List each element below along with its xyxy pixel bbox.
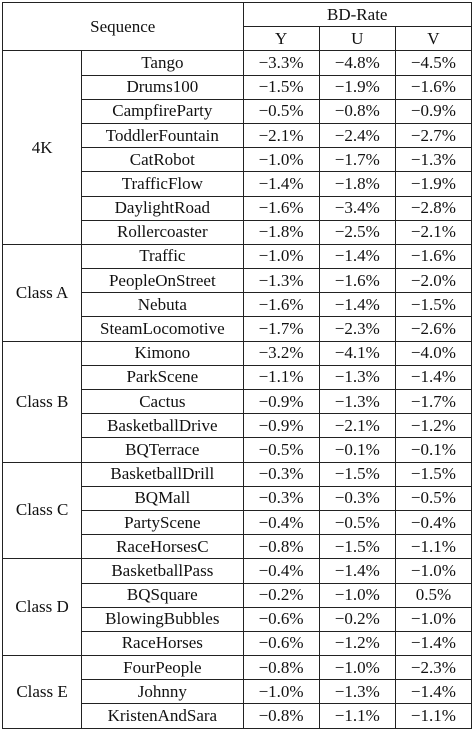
- y-value-cell: −0.4%: [243, 510, 319, 534]
- group-label: 4K: [3, 51, 82, 245]
- bd-rate-header: BD-Rate: [243, 3, 472, 27]
- v-value-cell: −4.5%: [395, 51, 471, 75]
- sequence-cell: Cactus: [82, 390, 243, 414]
- v-value-cell: −0.9%: [395, 99, 471, 123]
- y-value-cell: −0.3%: [243, 486, 319, 510]
- v-value-cell: −1.5%: [395, 293, 471, 317]
- v-value-cell: −1.9%: [395, 172, 471, 196]
- y-value-cell: −0.9%: [243, 414, 319, 438]
- u-value-cell: −1.0%: [319, 656, 395, 680]
- sequence-cell: CampfireParty: [82, 99, 243, 123]
- u-value-cell: −4.8%: [319, 51, 395, 75]
- v-value-cell: −1.0%: [395, 607, 471, 631]
- y-header: Y: [243, 27, 319, 51]
- sequence-cell: Tango: [82, 51, 243, 75]
- table-body: [3, 51, 472, 728]
- u-value-cell: −1.4%: [319, 559, 395, 583]
- table-row: [3, 244, 472, 268]
- sequence-cell: TrafficFlow: [82, 172, 243, 196]
- v-value-cell: −1.4%: [395, 680, 471, 704]
- sequence-cell: KristenAndSara: [82, 704, 243, 728]
- sequence-cell: BasketballDrill: [82, 462, 243, 486]
- v-value-cell: −4.0%: [395, 341, 471, 365]
- table-row: [3, 462, 472, 486]
- v-value-cell: 0.5%: [395, 583, 471, 607]
- y-value-cell: −2.1%: [243, 123, 319, 147]
- u-value-cell: −1.3%: [319, 365, 395, 389]
- group-label: Class E: [3, 656, 82, 729]
- table-row: [3, 51, 472, 75]
- y-value-cell: −0.8%: [243, 656, 319, 680]
- u-value-cell: −2.3%: [319, 317, 395, 341]
- y-value-cell: −1.1%: [243, 365, 319, 389]
- v-value-cell: −1.6%: [395, 244, 471, 268]
- u-value-cell: −4.1%: [319, 341, 395, 365]
- v-value-cell: −0.4%: [395, 510, 471, 534]
- y-value-cell: −0.9%: [243, 390, 319, 414]
- table-row: [3, 656, 472, 680]
- y-value-cell: −1.6%: [243, 196, 319, 220]
- group-label: Class A: [3, 244, 82, 341]
- v-header: V: [395, 27, 471, 51]
- y-value-cell: −1.7%: [243, 317, 319, 341]
- v-value-cell: −1.6%: [395, 75, 471, 99]
- u-value-cell: −0.2%: [319, 607, 395, 631]
- v-value-cell: −1.1%: [395, 704, 471, 728]
- table-row: [3, 341, 472, 365]
- v-value-cell: −2.1%: [395, 220, 471, 244]
- v-value-cell: −0.5%: [395, 486, 471, 510]
- u-value-cell: −1.8%: [319, 172, 395, 196]
- y-value-cell: −1.0%: [243, 244, 319, 268]
- y-value-cell: −0.6%: [243, 631, 319, 655]
- bd-rate-table: [2, 2, 472, 729]
- y-value-cell: −0.4%: [243, 559, 319, 583]
- group-label: Class B: [3, 341, 82, 462]
- u-header: U: [319, 27, 395, 51]
- sequence-cell: BQMall: [82, 486, 243, 510]
- u-value-cell: −1.3%: [319, 680, 395, 704]
- sequence-cell: PartyScene: [82, 510, 243, 534]
- u-value-cell: −1.5%: [319, 462, 395, 486]
- v-value-cell: −0.1%: [395, 438, 471, 462]
- y-value-cell: −3.3%: [243, 51, 319, 75]
- sequence-cell: FourPeople: [82, 656, 243, 680]
- u-value-cell: −1.0%: [319, 583, 395, 607]
- sequence-cell: DaylightRoad: [82, 196, 243, 220]
- u-value-cell: −1.5%: [319, 535, 395, 559]
- sequence-cell: CatRobot: [82, 148, 243, 172]
- y-value-cell: −1.5%: [243, 75, 319, 99]
- sequence-cell: BasketballDrive: [82, 414, 243, 438]
- u-value-cell: −2.1%: [319, 414, 395, 438]
- y-value-cell: −0.8%: [243, 704, 319, 728]
- y-value-cell: −1.0%: [243, 148, 319, 172]
- sequence-cell: BQSquare: [82, 583, 243, 607]
- y-value-cell: −1.0%: [243, 680, 319, 704]
- sequence-cell: Traffic: [82, 244, 243, 268]
- sequence-header: Sequence: [3, 3, 244, 51]
- table-row: [3, 559, 472, 583]
- u-value-cell: −2.4%: [319, 123, 395, 147]
- y-value-cell: −0.5%: [243, 438, 319, 462]
- u-value-cell: −0.5%: [319, 510, 395, 534]
- u-value-cell: −1.1%: [319, 704, 395, 728]
- sequence-cell: PeopleOnStreet: [82, 269, 243, 293]
- v-value-cell: −1.5%: [395, 462, 471, 486]
- v-value-cell: −1.2%: [395, 414, 471, 438]
- sequence-cell: BlowingBubbles: [82, 607, 243, 631]
- y-value-cell: −0.5%: [243, 99, 319, 123]
- v-value-cell: −2.0%: [395, 269, 471, 293]
- u-value-cell: −1.7%: [319, 148, 395, 172]
- sequence-cell: ToddlerFountain: [82, 123, 243, 147]
- u-value-cell: −1.9%: [319, 75, 395, 99]
- sequence-cell: Johnny: [82, 680, 243, 704]
- sequence-cell: RaceHorsesC: [82, 535, 243, 559]
- u-value-cell: −0.8%: [319, 99, 395, 123]
- y-value-cell: −1.4%: [243, 172, 319, 196]
- v-value-cell: −1.1%: [395, 535, 471, 559]
- y-value-cell: −1.6%: [243, 293, 319, 317]
- y-value-cell: −0.8%: [243, 535, 319, 559]
- u-value-cell: −1.4%: [319, 244, 395, 268]
- sequence-cell: Kimono: [82, 341, 243, 365]
- sequence-cell: RaceHorses: [82, 631, 243, 655]
- sequence-cell: Rollercoaster: [82, 220, 243, 244]
- u-value-cell: −2.5%: [319, 220, 395, 244]
- v-value-cell: −2.7%: [395, 123, 471, 147]
- group-label: Class D: [3, 559, 82, 656]
- v-value-cell: −2.8%: [395, 196, 471, 220]
- sequence-cell: Nebuta: [82, 293, 243, 317]
- y-value-cell: −0.2%: [243, 583, 319, 607]
- y-value-cell: −1.3%: [243, 269, 319, 293]
- v-value-cell: −1.4%: [395, 631, 471, 655]
- u-value-cell: −0.1%: [319, 438, 395, 462]
- u-value-cell: −1.2%: [319, 631, 395, 655]
- sequence-cell: BasketballPass: [82, 559, 243, 583]
- y-value-cell: −0.6%: [243, 607, 319, 631]
- v-value-cell: −1.4%: [395, 365, 471, 389]
- v-value-cell: −2.3%: [395, 656, 471, 680]
- sequence-cell: ParkScene: [82, 365, 243, 389]
- v-value-cell: −2.6%: [395, 317, 471, 341]
- u-value-cell: −1.4%: [319, 293, 395, 317]
- u-value-cell: −3.4%: [319, 196, 395, 220]
- y-value-cell: −0.3%: [243, 462, 319, 486]
- sequence-cell: BQTerrace: [82, 438, 243, 462]
- sequence-cell: SteamLocomotive: [82, 317, 243, 341]
- u-value-cell: −1.6%: [319, 269, 395, 293]
- v-value-cell: −1.0%: [395, 559, 471, 583]
- v-value-cell: −1.3%: [395, 148, 471, 172]
- y-value-cell: −3.2%: [243, 341, 319, 365]
- group-label: Class C: [3, 462, 82, 559]
- u-value-cell: −0.3%: [319, 486, 395, 510]
- sequence-cell: Drums100: [82, 75, 243, 99]
- u-value-cell: −1.3%: [319, 390, 395, 414]
- v-value-cell: −1.7%: [395, 390, 471, 414]
- y-value-cell: −1.8%: [243, 220, 319, 244]
